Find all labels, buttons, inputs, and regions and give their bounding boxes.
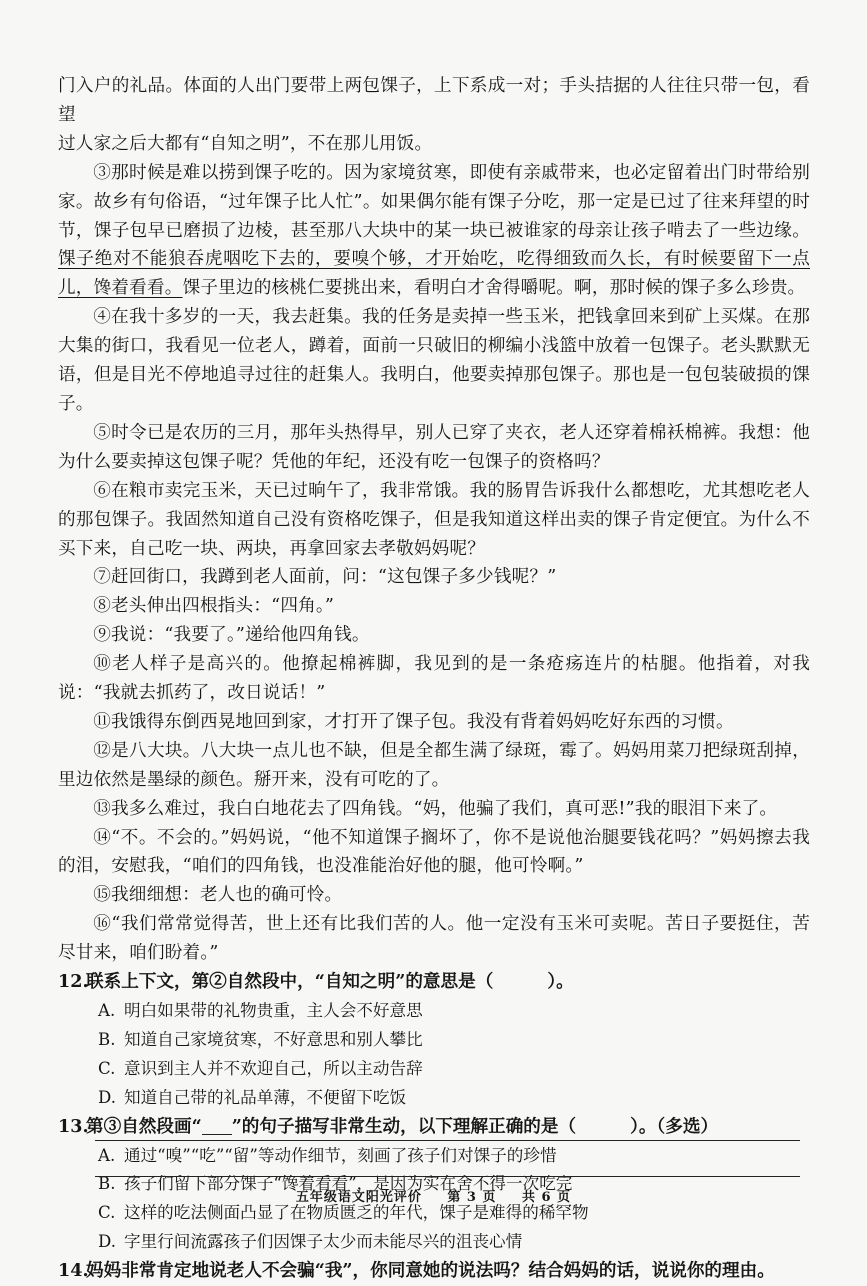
answer-line-2[interactable] — [95, 1176, 800, 1177]
passage-p6: ⑥在粮市卖完玉米，天已过晌午了，我非常饿。我的肠胃告诉我什么都想吃，尤其想吃老人的那包馃子。我固然知道自己没有资格吃馃子，但是我知道这样出卖的馃子肯定便宜。为什么不买下来，自己吃一块、两块，再拿回家去孝敬妈妈呢？ — [58, 480, 810, 559]
option-letter: D. — [98, 1232, 116, 1252]
passage-p13: ⑬我多么难过，我白白地花去了四角钱。“妈，他骗了我们，真可恶!”我的眼泪下来了。 — [93, 798, 778, 819]
option-text: 字里行间流露孩子们因馃子太少而未能尽兴的沮丧心情 — [124, 1232, 523, 1252]
option-letter: B. — [98, 1174, 116, 1194]
option-letter: B. — [98, 1029, 116, 1049]
question-stem: 妈妈非常肯定地说老人不会骗“我”，你同意她的说法吗？结合妈妈的话，说说你的理由。 — [86, 1260, 775, 1282]
question-13 — [58, 1113, 810, 1142]
passage-p3-underlined-sentence: 馃子绝对不能狼吞虎咽吃下去的，要嗅个够，才开始吃，吃得细致而久长，有时候要留下一点儿，馋着看看。 — [58, 249, 810, 299]
footer-total-pages: 共 6 页 — [522, 1190, 572, 1205]
passage-p9: ⑨我说：“我要了。”递给他四角钱。 — [93, 625, 370, 646]
passage-p3-after: 馃子里边的核桃仁要挑出来，看明白才舍得嚼呢。啊，那时候的馃子多么珍贵。 — [182, 278, 806, 299]
passage-p2-line1: 门入户的礼品。体面的人出门要带上两包馃子，上下系成一对；手头拮据的人往往只带一包，看望 — [58, 76, 810, 125]
footer-subject: 五年级语文阳光评价 — [295, 1190, 422, 1205]
underline-mark — [202, 1116, 232, 1135]
page-content — [58, 72, 810, 1286]
option-text: 通过“嗅”“吃”“留”等动作细节，刻画了孩子们对馃子的珍惜 — [124, 1145, 557, 1165]
option-letter: C. — [98, 1058, 116, 1078]
option-letter: C. — [98, 1203, 116, 1223]
passage-p8: ⑧老头伸出四根指头：“四角。” — [93, 596, 335, 617]
passage-p2-line2: 过人家之后大都有“自知之明”，不在那儿用饭。 — [58, 133, 433, 154]
passage-p4: ④在我十多岁的一天，我去赶集。我的任务是卖掉一些玉米，把钱拿回来到矿上买煤。在那大集的街口，我看见一位老人，蹲着，面前一只破旧的柳编小浅篮中放着一包馃子。老头默默无语，但是目光不停地追寻过往的赶集人。我明白，他要卖掉那包馃子。那也是一包包装破损的馃子。 — [58, 307, 810, 414]
footer-page-number: 第 3 页 — [447, 1190, 497, 1205]
passage-p3 — [58, 159, 810, 304]
question-number: 12. — [58, 971, 89, 993]
option-c[interactable] — [98, 1055, 810, 1084]
option-letter: D. — [98, 1087, 116, 1107]
option-letter: A. — [98, 1001, 116, 1020]
passage-p11: ⑪我饿得东倒西晃地回到家，才打开了馃子包。我没有背着妈妈吃好东西的习惯。 — [93, 711, 734, 732]
question-14 — [58, 1257, 810, 1286]
answer-line-1[interactable] — [95, 1140, 800, 1141]
option-letter: A. — [98, 1145, 116, 1165]
passage-p16: ⑯“我们常常觉得苦，世上还有比我们苦的人。他一定没有玉米可卖呢。苦日子要挺住，苦尽甘来，咱们盼着。” — [58, 914, 810, 964]
question-stem: 第③自然段画“ — [86, 1115, 202, 1137]
option-b[interactable] — [98, 1026, 810, 1055]
passage-p3-before: ③那时候是难以捞到馃子吃的。因为家境贫寒，即使有亲戚带来，也必定留着出门时带给别家。故乡有句俗语，“过年馃子比人忙”。如果偶尔能有馃子分吃，那一定是已过了往来拜望的时节，馃子包早已磨损了边棱，甚至那八大块中的某一块已被谁家的母亲让孩子啃去了一些边缘。 — [58, 162, 810, 241]
option-d[interactable] — [98, 1084, 810, 1113]
passage-p7: ⑦赶回街口，我蹲到老人面前，问：“这包馃子多少钱呢？” — [93, 567, 557, 588]
option-text: 知道自己带的礼品单薄，不便留下吃饭 — [124, 1087, 407, 1107]
passage-p5: ⑤时令已是农历的三月，那年头热得早，别人已穿了夹衣，老人还穿着棉袄棉裤。我想：他为什么要卖掉这包馃子呢？凭他的年纪，还没有吃一包馃子的资格吗？ — [58, 422, 810, 472]
passage-p15: ⑮我细细想：老人也的确可怜。 — [93, 885, 343, 906]
option-text: 意识到主人并不欢迎自己，所以主动告辞 — [124, 1058, 423, 1078]
question-stem-end: ）。（多选） — [630, 1115, 719, 1137]
question-12 — [58, 968, 810, 997]
option-a[interactable] — [98, 997, 810, 1026]
option-text: 孩子们留下部分馃子“馋着看看”，是因为实在舍不得一次吃完 — [124, 1174, 573, 1194]
option-d[interactable] — [98, 1228, 810, 1257]
option-text: 明白如果带的礼物贵重，主人会不好意思 — [124, 1001, 423, 1020]
passage-p12: ⑫是八大块。八大块一点儿也不缺，但是全都生满了绿斑，霉了。妈妈用菜刀把绿斑刮掉，里边依然是墨绿的颜色。掰开来，没有可吃的了。 — [58, 740, 810, 790]
question-number: 14. — [58, 1260, 89, 1282]
question-stem-mid: ”的句子描写非常生动，以下理解正确的是（ — [231, 1115, 577, 1137]
option-text: 知道自己家境贫寒，不好意思和别人攀比 — [124, 1029, 423, 1049]
question-number: 13. — [58, 1115, 89, 1137]
question-stem: 联系上下文，第②自然段中，“自知之明”的意思是（ — [86, 971, 494, 993]
page-footer — [0, 1186, 867, 1205]
question-stem-end: ）。 — [547, 971, 574, 993]
passage-p14: ⑭“不。不会的。”妈妈说，“他不知道馃子搁坏了，你不是说他治腿要钱花吗？”妈妈擦去我的泪，安慰我，“咱们的四角钱，也没准能治好他的腿，他可怜啊。” — [58, 827, 810, 877]
option-a[interactable] — [98, 1142, 810, 1171]
passage-p10: ⑩老人样子是高兴的。他撩起棉裤脚，我见到的是一条疮疡连片的枯腿。他指着，对我说：“我就去抓药了，改日说话！” — [58, 654, 810, 704]
option-text: 这样的吃法侧面凸显了在物质匮乏的年代，馃子是难得的稀罕物 — [124, 1203, 589, 1223]
